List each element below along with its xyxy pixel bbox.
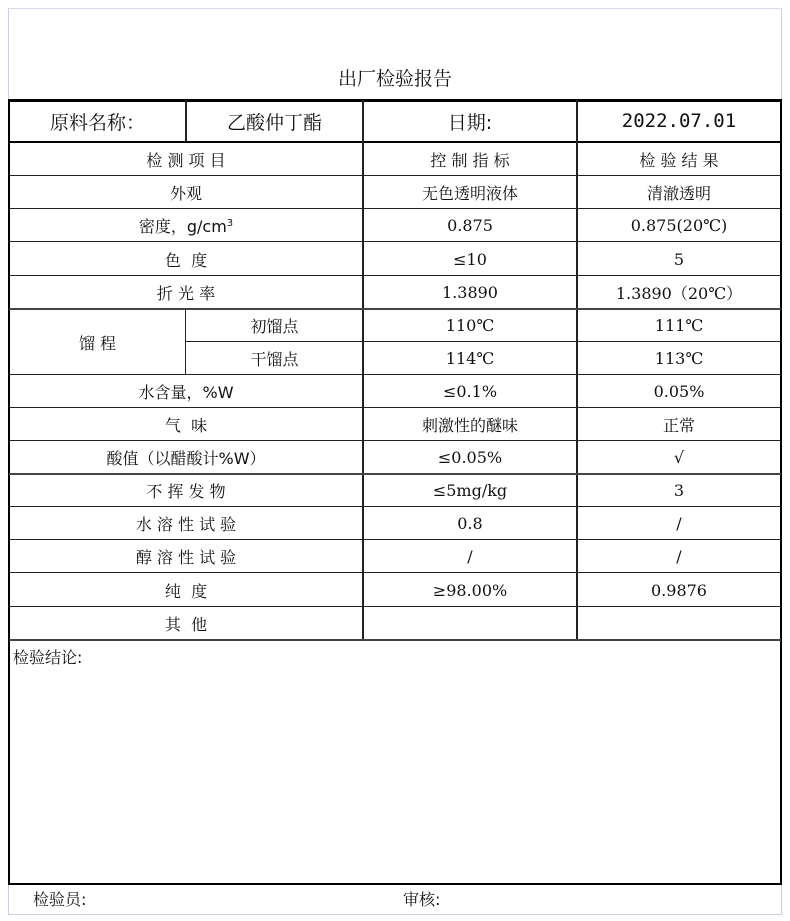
result-density[interactable]: 0.875(20℃) xyxy=(630,216,728,235)
item-odor: 气 味 xyxy=(164,416,208,435)
result-acid-value[interactable]: √ xyxy=(673,448,685,467)
row-divider xyxy=(9,308,781,310)
result-odor[interactable]: 正常 xyxy=(662,416,695,435)
item-color: 色 度 xyxy=(164,250,208,270)
conclusion-label: 检验结论: xyxy=(13,648,83,667)
item-purity: 纯 度 xyxy=(164,581,208,601)
result-initial-boiling-point[interactable]: 111℃ xyxy=(654,316,704,335)
column-header-spec: 控 制 指 标 xyxy=(430,150,510,170)
spec-initial-boiling-point: 110℃ xyxy=(445,316,495,335)
spec-other[interactable] xyxy=(363,607,577,640)
result-water-content[interactable]: 0.05% xyxy=(653,382,705,401)
row-divider xyxy=(9,241,781,242)
table-border-right xyxy=(780,99,782,885)
row-divider xyxy=(9,407,781,408)
item-density xyxy=(9,209,363,242)
divider xyxy=(185,100,187,142)
item-acid-value: 酸值（以醋酸计%W） xyxy=(106,449,266,468)
table-border-top xyxy=(9,99,782,102)
spec-water-solubility: 0.8 xyxy=(457,514,483,533)
row-divider xyxy=(9,208,781,209)
row-divider xyxy=(9,473,781,475)
header-border-bottom xyxy=(9,141,782,143)
reviewer-label: 审核: xyxy=(403,890,441,909)
spec-non-volatile: ≤5mg/kg xyxy=(432,481,508,500)
item-water-content: 水含量，%W xyxy=(138,383,234,402)
conclusion-field[interactable] xyxy=(11,668,779,882)
inspector-label: 检验员: xyxy=(33,890,87,909)
item-dry-point: 干馏点 xyxy=(250,350,299,369)
row-divider xyxy=(9,374,781,375)
report-title: 出厂检验报告 xyxy=(337,68,452,90)
row-divider xyxy=(9,639,781,641)
date-value[interactable]: 2022.07.01 xyxy=(621,110,737,132)
item-non-volatile: 不 挥 发 物 xyxy=(146,482,226,501)
spec-alcohol-solubility: / xyxy=(467,547,473,566)
result-appearance[interactable]: 清澈透明 xyxy=(646,184,711,203)
result-non-volatile[interactable]: 3 xyxy=(673,481,685,500)
material-name-value[interactable]: 乙酸仲丁酯 xyxy=(226,111,322,134)
item-appearance: 外观 xyxy=(169,184,202,203)
item-refractive-index: 折 光 率 xyxy=(156,284,216,303)
item-initial-boiling-point: 初馏点 xyxy=(250,317,299,336)
spec-purity: ≥98.00% xyxy=(432,580,508,600)
item-other: 其 他 xyxy=(164,615,208,634)
column-header-result: 检 验 结 果 xyxy=(639,150,719,170)
table-border-bottom xyxy=(8,883,782,885)
row-divider xyxy=(9,175,781,176)
spec-color: ≤10 xyxy=(453,249,487,269)
row-divider xyxy=(9,606,781,607)
result-color[interactable]: 5 xyxy=(673,249,685,269)
item-alcohol-solubility: 醇 溶 性 试 验 xyxy=(135,548,237,567)
divider xyxy=(362,100,364,640)
row-divider xyxy=(9,539,781,540)
spec-density: 0.875 xyxy=(447,216,493,235)
table-border-left xyxy=(8,99,10,885)
row-divider xyxy=(186,341,781,342)
spec-appearance: 无色透明液体 xyxy=(421,184,518,203)
column-header-item: 检 测 项 目 xyxy=(146,150,226,170)
result-purity[interactable]: 0.9876 xyxy=(651,580,707,600)
result-other[interactable] xyxy=(577,607,781,640)
row-divider xyxy=(9,506,781,507)
row-divider xyxy=(9,440,781,441)
result-refractive-index[interactable]: 1.3890（20℃） xyxy=(615,284,743,303)
item-distillation-range: 馏 程 xyxy=(78,333,117,353)
item-density-superscript: 3 xyxy=(226,218,234,229)
divider xyxy=(185,309,186,375)
item-density-label: 密度，g/cm xyxy=(138,217,227,236)
spec-odor: 刺激性的醚味 xyxy=(421,416,518,435)
material-name-label: 原料名称： xyxy=(49,111,145,134)
result-water-solubility[interactable]: / xyxy=(676,514,682,533)
item-water-solubility: 水 溶 性 试 验 xyxy=(135,515,237,534)
spec-dry-point: 114℃ xyxy=(445,349,495,368)
result-alcohol-solubility[interactable]: / xyxy=(676,547,682,566)
row-divider xyxy=(9,572,781,573)
result-dry-point[interactable]: 113℃ xyxy=(654,349,704,368)
divider xyxy=(576,100,578,640)
spec-acid-value: ≤0.05% xyxy=(437,448,503,467)
spec-water-content: ≤0.1% xyxy=(442,382,498,401)
spec-refractive-index: 1.3890 xyxy=(442,283,498,302)
row-divider xyxy=(9,275,781,276)
date-label: 日期: xyxy=(447,111,493,134)
